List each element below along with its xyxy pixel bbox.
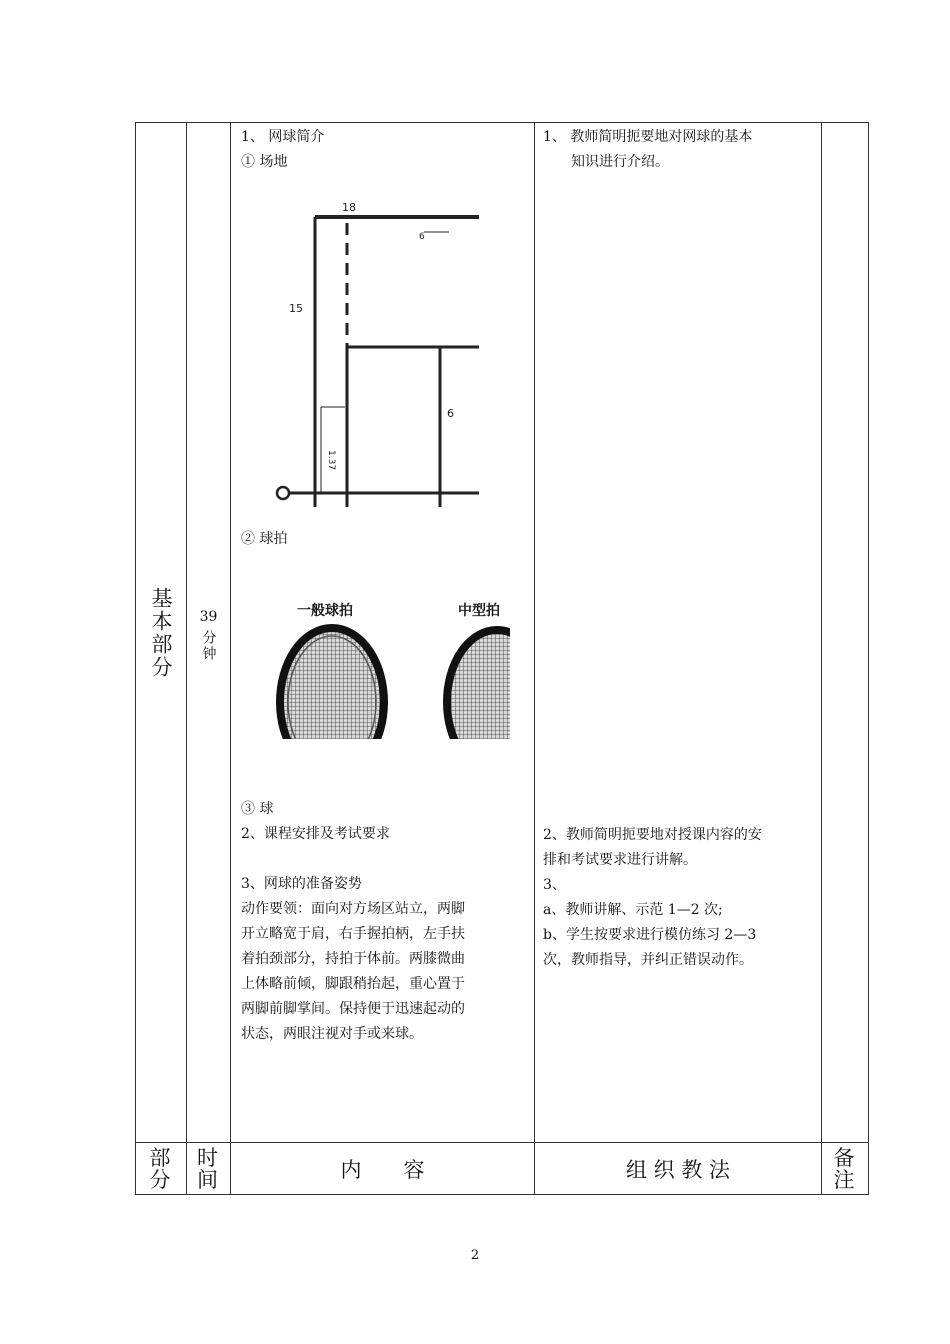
note-cell	[822, 123, 869, 1143]
section1-title: 1、 网球简介	[241, 129, 325, 145]
lesson-plan-table	[135, 122, 869, 1195]
time-unit: 分钟	[200, 629, 217, 662]
header-part-label: 部分	[149, 1145, 173, 1192]
ball-heading: ③ 球	[241, 801, 274, 817]
court-label-15: 15	[289, 302, 303, 315]
racket-mid-icon	[447, 630, 515, 754]
org2-line1: 2、教师简明扼要地对授课内容的安	[543, 827, 762, 843]
org2-line2: 排和考试要求进行讲解。	[543, 852, 697, 868]
header-time	[187, 1143, 231, 1195]
s3-line-6: 状态，两眼注视对手或来球。	[241, 1026, 423, 1042]
org1-line1: 1、 教师简明扼要地对网球的基本	[543, 129, 753, 145]
part-label: 基本部分	[149, 586, 173, 679]
header-content	[231, 1143, 535, 1195]
org3-b-line2: 次，教师指导，并纠正错误动作。	[543, 952, 753, 968]
header-org	[535, 1143, 822, 1195]
court-heading: ① 场地	[241, 154, 288, 170]
racket-label-standard: 一般球拍	[297, 603, 353, 619]
racket-standard-icon	[280, 628, 384, 754]
main-row	[136, 123, 869, 1143]
court-label-6a: 6	[419, 232, 425, 242]
org3-b-line1: b、学生按要求进行模仿练习 2—3	[543, 927, 757, 943]
s3-line-4: 上体略前倾，脚跟稍抬起，重心置于	[241, 976, 465, 992]
org3-title: 3、	[543, 877, 566, 893]
header-content-label: 内 容	[340, 1157, 425, 1182]
content-cell	[231, 123, 535, 1143]
court-diagram	[269, 177, 519, 517]
part-cell	[136, 123, 187, 1143]
racket-heading: ② 球拍	[241, 531, 288, 547]
court-label-18: 18	[342, 201, 356, 214]
org1-line2: 知识进行介绍。	[571, 154, 669, 170]
s3-line-2: 开立略宽于肩，右手握拍柄，左手扶	[241, 926, 465, 942]
racket-label-mid: 中型拍	[458, 603, 500, 619]
header-note	[822, 1143, 869, 1195]
header-part	[136, 1143, 187, 1195]
header-note-label: 备注	[833, 1145, 857, 1192]
section2-title: 2、课程安排及考试要求	[241, 826, 390, 842]
header-org-label: 组 织 教 法	[625, 1157, 731, 1182]
header-time-label: 时间	[197, 1145, 220, 1192]
page-number: 2	[470, 1248, 480, 1263]
section3-title: 3、网球的准备姿势	[241, 876, 362, 892]
court-label-6b: 6	[447, 407, 454, 420]
s3-line-3: 着拍颈部分，持拍于体前。两膝微曲	[241, 951, 465, 967]
court-label-137: 1.37	[326, 450, 336, 471]
time-cell	[187, 123, 231, 1143]
org-cell	[535, 123, 822, 1143]
s3-line-5: 两脚前脚掌间。保持便于迅速起动的	[241, 1001, 465, 1017]
time-number: 39	[199, 608, 218, 625]
racket-images	[275, 594, 515, 754]
header-row	[136, 1143, 869, 1195]
s3-line-1: 动作要领：面向对方场区站立，两脚	[241, 901, 465, 917]
org3-a: a、教师讲解、示范 1—2 次;	[543, 902, 723, 918]
